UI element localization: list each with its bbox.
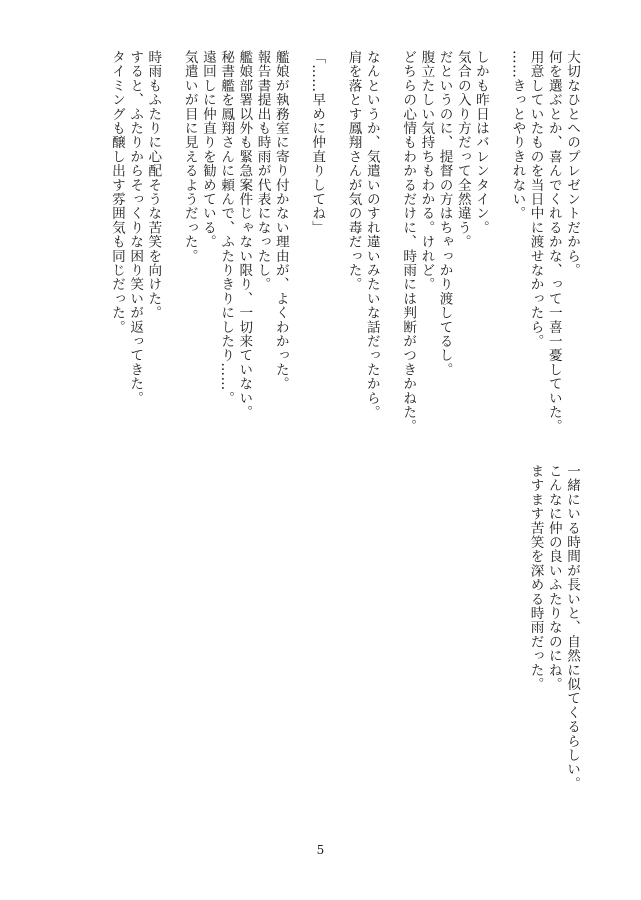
text-line: こんなに仲の良いふたりなのにね。: [545, 464, 562, 692]
text-line: タイミングも醸し出す雰囲気も同じだった。: [108, 50, 125, 334]
text-line: 艦娘が執務室に寄り付かない理由が、よくわかった。: [272, 50, 289, 391]
text-line: 秘書艦を鳳翔さんに頼んで、ふたりきりにしたり……。: [218, 50, 235, 405]
paragraph-gap: [490, 50, 508, 430]
text-line: なんというか、気遣いのすれ違いみたいな話だったから。: [363, 50, 380, 420]
text-line: すると、ふたりからそっくりな困り笑いが返ってきた。: [127, 50, 144, 405]
main-text-block: [108, 50, 581, 434]
text-line: ……きっとやりきれない。: [509, 50, 526, 221]
text-line: 「……早めに仲直りしてね」: [309, 50, 326, 235]
text-line: 気合の入り方だって全然違う。: [454, 50, 471, 249]
text-line: 報告書提出も時雨が代表になったし。: [254, 50, 271, 292]
text-line: 気遣いが目に見えるようだった。: [181, 50, 198, 263]
paragraph-gap: [326, 50, 344, 430]
text-line: 用意していたものを当日中に渡せなかったら。: [527, 50, 544, 349]
closing-text-block: [526, 464, 581, 791]
paragraph-gap: [381, 50, 399, 430]
text-line: 何を選ぶとか、喜んでくれるかな、って一喜一憂していた。: [545, 50, 562, 434]
page-number: 5: [316, 843, 325, 857]
text-line: 肩を落とす鳳翔さんが気の毒だった。: [345, 50, 362, 292]
text-line: ますます苦笑を深める時雨だった。: [527, 464, 544, 692]
text-line: どちらの心情もわかるだけに、時雨には判断がつきかねた。: [400, 50, 417, 434]
text-line: 腹立たしい気持ちもわかる。けれど。: [418, 50, 435, 292]
text-line: 一緒にいる時間が長いと、自然に似てくるらしい。: [564, 464, 580, 791]
text-line: 艦娘部署以外も緊急案件じゃない限り、一切来ていない。: [236, 50, 253, 420]
text-line: 大切なひとへのプレゼントだから。: [564, 50, 580, 278]
text-line: 時雨もふたりに心配そうな苦笑を向けた。: [145, 50, 162, 320]
text-line: 遠回しに仲直りを勧めている。: [199, 50, 216, 249]
paragraph-gap: [162, 50, 180, 430]
paragraph-gap: [290, 50, 308, 430]
text-line: だというのに、提督の方はちゃっかり渡してるし。: [436, 50, 453, 377]
text-line: しかも昨日はバレンタイン。: [472, 50, 489, 235]
